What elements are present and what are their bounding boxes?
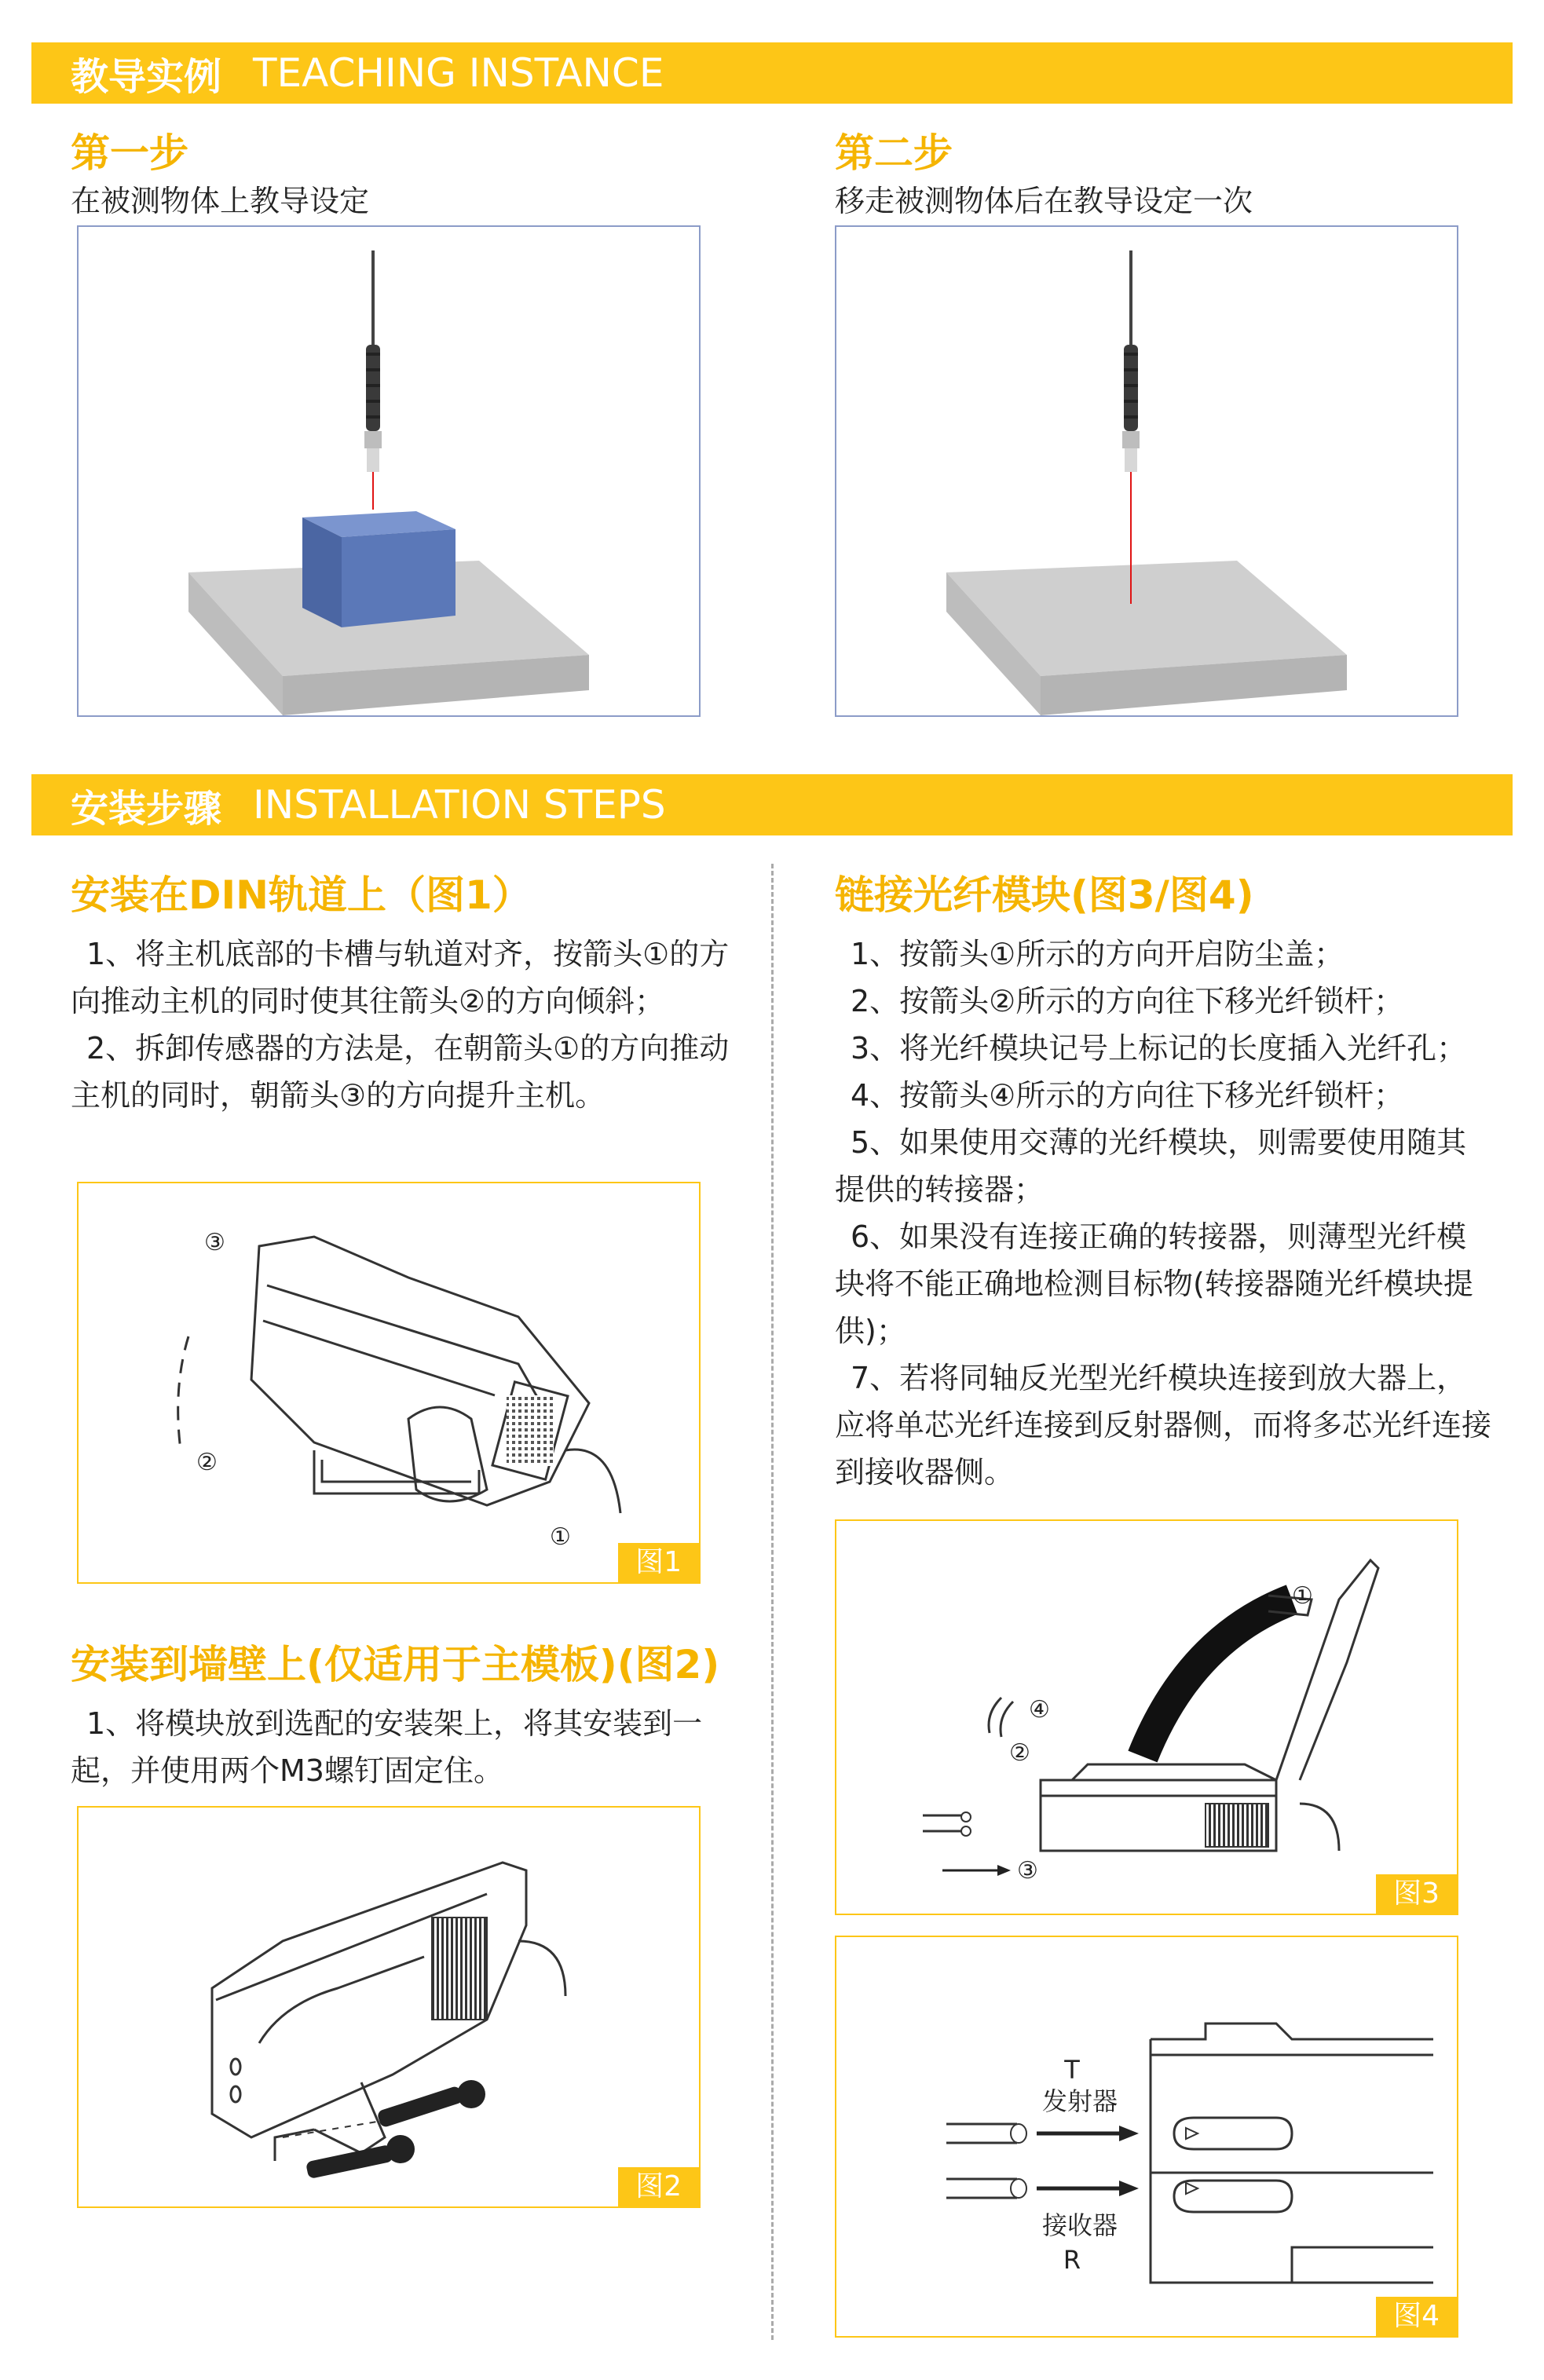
fiber-paragraph-4: 4、按箭头④所示的方向往下移光纤锁杆； bbox=[851, 1078, 1404, 1113]
sensor-over-plate-illustration bbox=[836, 227, 1457, 715]
callout-1: ① bbox=[550, 1523, 571, 1551]
step1-photo bbox=[77, 225, 701, 717]
fig4-label-t: T bbox=[1064, 2055, 1080, 2085]
fig3-callout-3: ③ bbox=[1017, 1857, 1038, 1885]
wall-mount-illustration bbox=[79, 1808, 699, 2206]
step1-desc: 在被测物体上教导设定 bbox=[71, 184, 370, 218]
fiber-title: 链接光纤模块(图3/图4) bbox=[835, 872, 1254, 918]
fiber-paragraph-2: 2、按箭头②所示的方向往下移光纤锁杆； bbox=[851, 984, 1404, 1018]
din-title: 安装在DIN轨道上（图1） bbox=[71, 872, 532, 918]
wall-title: 安装到墙壁上(仅适用于主模板)(图2) bbox=[71, 1642, 720, 1687]
fiber-text bbox=[835, 930, 1495, 1496]
figure-1-label: 图1 bbox=[618, 1543, 699, 1582]
fiber-paragraph-5: 5、如果使用交薄的光纤模块，则需要使用随其提供的转接器； bbox=[835, 1125, 1467, 1207]
fig3-callout-2: ② bbox=[1009, 1739, 1030, 1767]
fiber-paragraph-1: 1、按箭头①所示的方向开启防尘盖； bbox=[851, 937, 1345, 971]
figure-4-label: 图4 bbox=[1376, 2297, 1457, 2336]
step2-title: 第二步 bbox=[835, 130, 953, 176]
fig3-callout-4: ④ bbox=[1029, 1696, 1050, 1724]
figure-1 bbox=[77, 1182, 701, 1584]
step2-desc: 移走被测物体后在教导设定一次 bbox=[835, 184, 1253, 218]
teaching-title-cn: 教导实例 bbox=[71, 54, 222, 99]
teaching-title-en: TEACHING INSTANCE bbox=[253, 50, 664, 96]
fig4-label-receiver: 接收器 bbox=[1041, 2210, 1118, 2240]
column-divider bbox=[771, 864, 774, 2340]
fig3-callout-1: ① bbox=[1292, 1582, 1313, 1610]
fiber-paragraph-7: 7、若将同轴反光型光纤模块连接到放大器上，应将单芯光纤连接到反射器侧，而将多芯光纤连接到接收器侧。 bbox=[835, 1361, 1492, 1490]
figure-3 bbox=[835, 1519, 1458, 1915]
fiber-insert-illustration bbox=[836, 1521, 1457, 1914]
figure-4 bbox=[835, 1936, 1458, 2338]
sensor-over-cube-illustration bbox=[79, 227, 699, 715]
installation-title-cn: 安装步骤 bbox=[71, 786, 222, 831]
fiber-paragraph-6: 6、如果没有连接正确的转接器，则薄型光纤模块将不能正确地检测目标物(转接器随光纤模块提供)； bbox=[835, 1219, 1473, 1348]
installation-title-en: INSTALLATION STEPS bbox=[253, 782, 666, 828]
wall-text bbox=[71, 1700, 730, 1794]
step1-title: 第一步 bbox=[71, 130, 188, 176]
callout-2: ② bbox=[196, 1449, 218, 1476]
figure-2 bbox=[77, 1806, 701, 2208]
teaching-header bbox=[31, 42, 1513, 104]
din-text bbox=[71, 930, 730, 1119]
step2-photo bbox=[835, 225, 1458, 717]
wall-paragraph-1: 1、将模块放到选配的安装架上，将其安装到一起，并使用两个M3螺钉固定住。 bbox=[71, 1706, 703, 1788]
installation-header bbox=[31, 774, 1513, 835]
din-rail-mount-illustration bbox=[79, 1183, 699, 1582]
callout-3: ③ bbox=[204, 1229, 225, 1256]
fig4-label-r: R bbox=[1063, 2245, 1081, 2275]
fiber-connection-illustration bbox=[836, 1937, 1457, 2336]
figure-3-label: 图3 bbox=[1376, 1874, 1457, 1914]
din-paragraph-2: 2、拆卸传感器的方法是，在朝箭头①的方向推动主机的同时，朝箭头③的方向提升主机。 bbox=[71, 1031, 730, 1113]
fig4-label-emitter: 发射器 bbox=[1041, 2086, 1118, 2116]
fiber-paragraph-3: 3、将光纤模块记号上标记的长度插入光纤孔； bbox=[851, 1031, 1467, 1066]
din-paragraph-1: 1、将主机底部的卡槽与轨道对齐，按箭头①的方向推动主机的同时使其往箭头②的方向倾斜； bbox=[71, 937, 730, 1018]
figure-2-label: 图2 bbox=[618, 2167, 699, 2206]
